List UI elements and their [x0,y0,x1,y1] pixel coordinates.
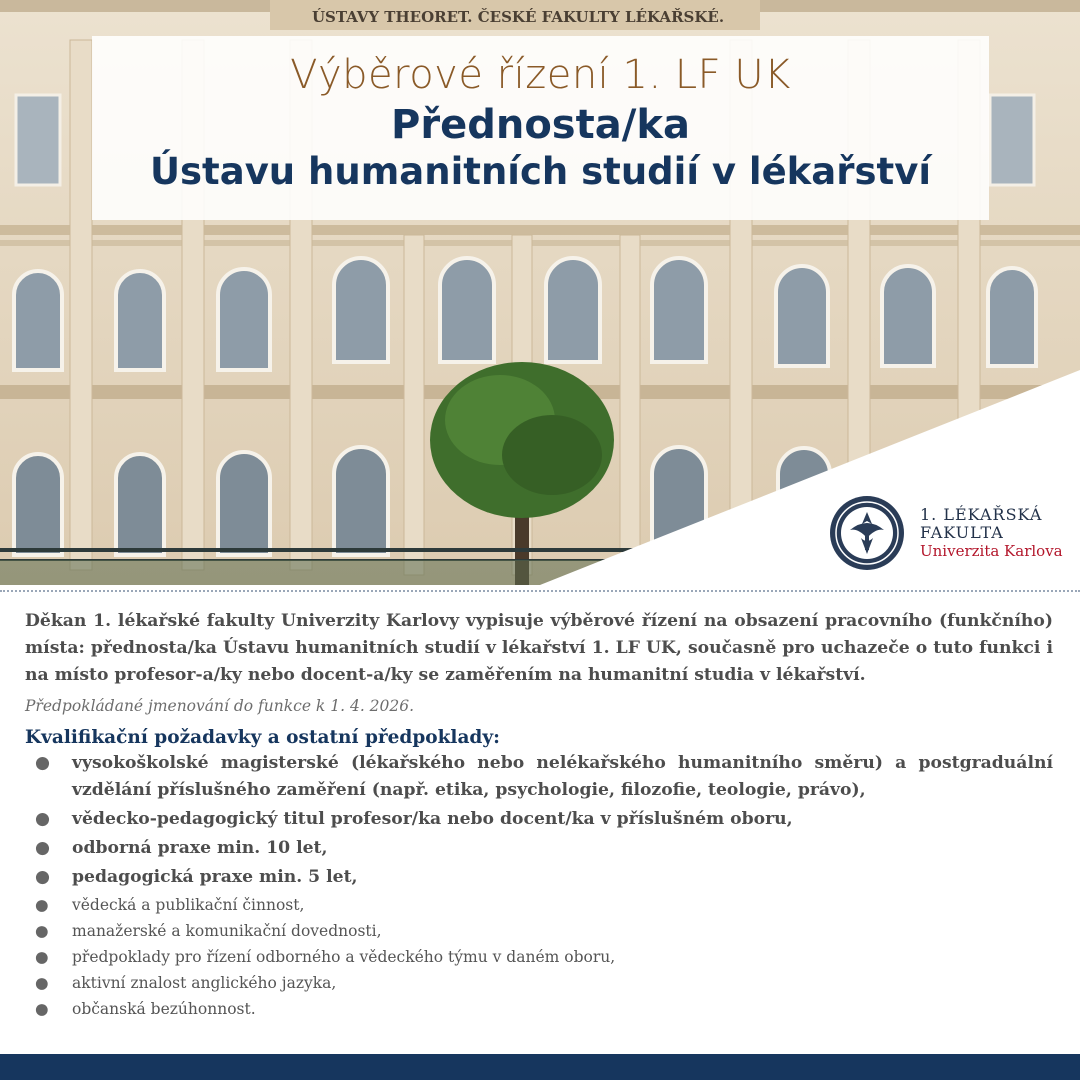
intro-paragraph: Děkan 1. lékařské fakulty Univerzity Karlovy vypisuje výběrové řízení na obsazení pracovního (funkčního) místa: přednosta/ka Ústavu humanitních studií v lékařství 1. LF UK, současně pro uchazeče o tuto funkci i na místo profesor-a/ky nebo docent-a/ky se zaměřením na humanitní studia v lékařství. [25,611,1053,685]
list-item: ● pedagogická praxe min. 5 let, [25,864,1053,891]
requirements-heading: Kvalifikační požadavky a ostatní předpoklady: [25,727,500,748]
announcement-body [25,608,1053,1023]
logo-line-3: Univerzita Karlova [920,542,1063,560]
bullet-icon: ● [35,838,50,858]
list-item: ● občanská bezúhonnost. [25,997,1053,1021]
logo-line-2: FAKULTA [920,523,1004,542]
title-line-position: Přednosta/ka [391,102,690,148]
requirements-list [25,750,1053,1021]
appointment-note: Předpokládané jmenování do funkce k 1. 4. 2026. [25,697,415,715]
list-item: ● vědecko-pedagogický titul profesor/ka nebo docent/ka v příslušném oboru, [25,806,1053,833]
list-item: ● aktivní znalost anglického jazyka, [25,971,1053,995]
title-line-institute: Ústavu humanitních studií v lékařství [149,150,932,193]
bullet-icon: ● [35,974,49,992]
faculty-logo [828,494,1078,574]
title-box [92,36,989,220]
list-item: ● vysokoškolské magisterské (lékařského nebo nelékařského humanitního směru) a postgraduální vzdělání příslušného zaměření (např. etika, psychologie, filozofie, teologie, právo), [25,750,1053,804]
list-item: ● odborná praxe min. 10 let, [25,835,1053,862]
bullet-icon: ● [35,867,50,887]
bullet-icon: ● [35,809,50,829]
dotted-divider [0,590,1080,592]
bullet-icon: ● [35,753,50,773]
footer-bar [0,1054,1080,1080]
bullet-icon: ● [35,896,49,914]
bullet-icon: ● [35,948,49,966]
university-seal-icon [828,494,906,572]
list-item: ● předpoklady pro řízení odborného a vědeckého týmu v daném oboru, [25,945,1053,969]
logo-line-1: 1. LÉKAŘSKÁ [920,505,1043,524]
list-item: ● vědecká a publikační činnost, [25,893,1053,917]
building-inscription: ÚSTAVY THEORET. ČESKÉ FAKULTY LÉKAŘSKÉ. [311,8,725,26]
title-line-selection: Výběrové řízení 1. LF UK [290,52,791,98]
list-item: ● manažerské a komunikační dovednosti, [25,919,1053,943]
bullet-icon: ● [35,922,49,940]
bullet-icon: ● [35,1000,49,1018]
